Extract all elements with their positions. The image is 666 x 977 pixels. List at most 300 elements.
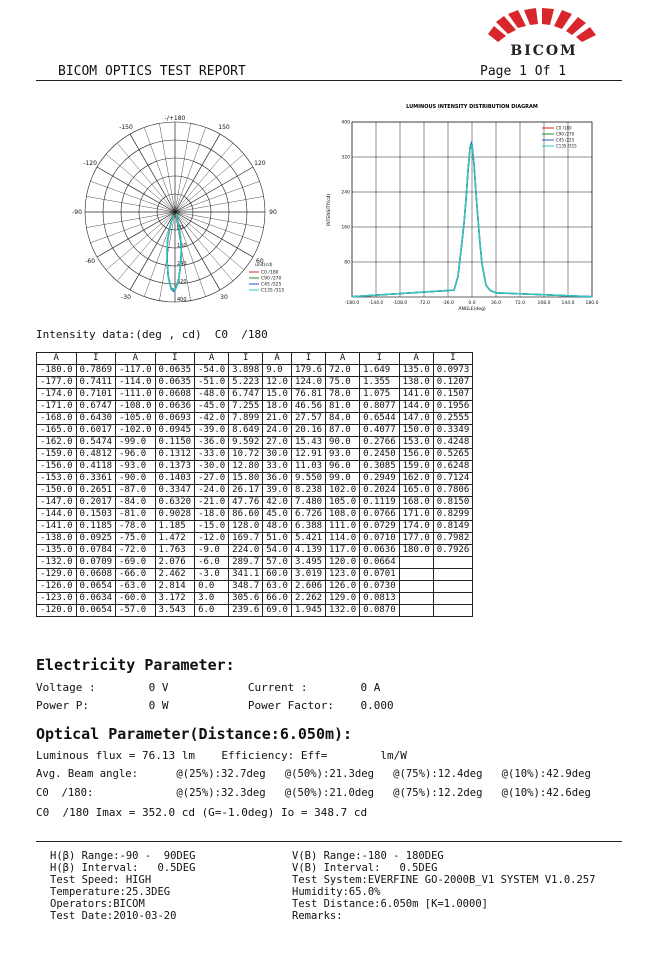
table-cell: 1.355 (360, 377, 400, 389)
table-cell: -42.0 (195, 413, 229, 425)
table-cell: 90.0 (326, 437, 360, 449)
table-cell: 0.7124 (433, 473, 473, 485)
intensity-col-header: A (263, 353, 292, 365)
table-cell: 76.81 (291, 389, 325, 401)
table-cell: -129.0 (37, 569, 77, 581)
chart-legend-label: C45 /225 (556, 137, 575, 143)
table-cell: 0.1373 (155, 461, 195, 473)
table-cell: 0.0 (195, 581, 229, 593)
table-cell: 147.0 (399, 413, 433, 425)
table-cell: 2.462 (155, 569, 195, 581)
table-cell: 54.0 (263, 545, 292, 557)
optical-title: Optical Parameter(Distance:6.050m): (36, 725, 353, 743)
table-cell: 99.0 (326, 473, 360, 485)
table-cell: 0.8149 (433, 521, 473, 533)
intensity-col-header: I (291, 353, 325, 365)
intensity-col-header: A (195, 353, 229, 365)
table-cell: 0.1403 (155, 473, 195, 485)
table-cell: 0.1312 (155, 449, 195, 461)
table-cell (433, 581, 473, 593)
table-cell: 0.7806 (433, 485, 473, 497)
table-cell: 27.57 (291, 413, 325, 425)
table-cell: 0.6544 (360, 413, 400, 425)
table-cell: -168.0 (37, 413, 77, 425)
footer-operators: Operators:BICOM (50, 898, 145, 910)
table-row (37, 593, 473, 605)
polar-legend-title: unit(cd) (255, 263, 273, 268)
table-cell: -6.0 (195, 557, 229, 569)
table-cell: 0.2024 (360, 485, 400, 497)
table-cell: 0.0654 (76, 605, 116, 617)
table-cell: 0.1503 (76, 509, 116, 521)
table-cell (433, 557, 473, 569)
table-row (37, 485, 473, 497)
table-cell: 0.0635 (155, 365, 195, 377)
table-cell: 21.0 (263, 413, 292, 425)
table-cell: 7.480 (291, 497, 325, 509)
optical-imax: C0 /180 Imax = 352.0 cd (G=-1.0deg) Io = 348.7 cd (36, 806, 368, 819)
optical-avg-beam-angle: Avg. Beam angle: @(25%):32.7deg @(50%):21.3deg @(75%):12.4deg @(10%):42.9deg (36, 768, 591, 780)
table-cell: -21.0 (195, 497, 229, 509)
table-cell: -18.0 (195, 509, 229, 521)
table-cell: 87.0 (326, 425, 360, 437)
table-cell: 1.075 (360, 389, 400, 401)
table-cell: 2.262 (291, 593, 325, 605)
table-cell: -48.0 (195, 389, 229, 401)
table-cell: 0.2450 (360, 449, 400, 461)
table-cell: 2.606 (291, 581, 325, 593)
table-cell: 0.6320 (155, 497, 195, 509)
table-cell: -123.0 (37, 593, 77, 605)
table-cell: 0.0945 (155, 425, 195, 437)
table-cell: 6.0 (195, 605, 229, 617)
table-cell: 0.6017 (76, 425, 116, 437)
table-cell: 42.0 (263, 497, 292, 509)
table-row (37, 569, 473, 581)
table-cell: 105.0 (326, 497, 360, 509)
table-cell: 341.1 (229, 569, 263, 581)
table-cell: 0.0766 (360, 509, 400, 521)
table-cell: -39.0 (195, 425, 229, 437)
polar-legend (249, 262, 284, 294)
intensity-col-header: I (360, 353, 400, 365)
table-cell: 0.1119 (360, 497, 400, 509)
table-cell: 3.543 (155, 605, 195, 617)
polar-legend-c135: C135 /315 (261, 288, 285, 294)
table-cell: -12.0 (195, 533, 229, 545)
table-cell: -72.0 (116, 545, 156, 557)
table-cell: -153.0 (37, 473, 77, 485)
table-cell: 102.0 (326, 485, 360, 497)
intensity-table-header (37, 353, 473, 365)
table-cell: 123.0 (326, 569, 360, 581)
chart-legend-label: C90 /270 (556, 131, 575, 137)
table-cell: 46.56 (291, 401, 325, 413)
table-cell: -111.0 (116, 389, 156, 401)
table-cell: 39.0 (263, 485, 292, 497)
table-cell: 1.763 (155, 545, 195, 557)
table-cell: 0.0654 (76, 581, 116, 593)
table-cell: 0.8299 (433, 509, 473, 521)
polar-angle-label: -90 (72, 209, 82, 216)
chart-xtick-label: -108.0 (392, 301, 408, 306)
table-cell: 1.945 (291, 605, 325, 617)
table-cell: -135.0 (37, 545, 77, 557)
polar-angle-label: 60 (256, 258, 264, 265)
polar-angle-label: -150 (119, 124, 133, 132)
table-cell: 45.0 (263, 509, 292, 521)
polar-angle-label: -30 (121, 293, 131, 301)
table-cell: 117.0 (326, 545, 360, 557)
table-cell: 27.0 (263, 437, 292, 449)
table-cell: 0.7926 (433, 545, 473, 557)
table-cell (399, 605, 433, 617)
table-cell: 2.076 (155, 557, 195, 569)
table-cell: 12.80 (229, 461, 263, 473)
table-cell: 15.43 (291, 437, 325, 449)
footer-test-date: Test Date:2010-03-20 (50, 910, 177, 922)
table-cell: 0.0636 (155, 401, 195, 413)
table-cell: -117.0 (116, 365, 156, 377)
table-cell: 174.0 (399, 521, 433, 533)
header-divider (36, 80, 622, 81)
table-cell: -51.0 (195, 377, 229, 389)
table-cell: -150.0 (37, 485, 77, 497)
table-cell: 2.814 (155, 581, 195, 593)
table-cell: 4.139 (291, 545, 325, 557)
table-cell: -81.0 (116, 509, 156, 521)
table-cell: 305.6 (229, 593, 263, 605)
chart-xtick-label: 72.0 (514, 301, 526, 306)
table-cell: -3.0 (195, 569, 229, 581)
table-cell: 0.2555 (433, 413, 473, 425)
footer-h-interval: H(β) Interval: 0.5DEG (50, 862, 196, 874)
chart-ytick-label: 80 (344, 260, 350, 266)
table-cell: 0.0730 (360, 581, 400, 593)
table-row (37, 605, 473, 617)
table-row (37, 533, 473, 545)
table-cell: 144.0 (399, 401, 433, 413)
table-cell: 9.0 (263, 365, 292, 377)
table-cell: 124.0 (291, 377, 325, 389)
table-cell: 141.0 (399, 389, 433, 401)
footer-humidity: Humidity:65.0% (292, 886, 381, 898)
table-cell: -180.0 (37, 365, 77, 377)
table-cell: -171.0 (37, 401, 77, 413)
table-cell: 9.550 (291, 473, 325, 485)
table-cell: 57.0 (263, 557, 292, 569)
table-cell: 15.0 (263, 389, 292, 401)
table-cell: -177.0 (37, 377, 77, 389)
table-cell: -90.0 (116, 473, 156, 485)
table-row (37, 425, 473, 437)
table-cell: -132.0 (37, 557, 77, 569)
footer-divider (36, 841, 622, 842)
table-cell (399, 557, 433, 569)
chart-ytick-label: 400 (341, 120, 350, 126)
table-row (37, 461, 473, 473)
table-cell: 132.0 (326, 605, 360, 617)
table-cell: 165.0 (399, 485, 433, 497)
table-cell: 0.0635 (155, 377, 195, 389)
footer-v-interval: V(B) Interval: 0.5DEG (292, 862, 438, 874)
polar-radius-label: 240 (177, 261, 187, 267)
intensity-col-header: I (229, 353, 263, 365)
table-cell: 0.3347 (155, 485, 195, 497)
table-cell: -33.0 (195, 449, 229, 461)
table-cell: 3.172 (155, 593, 195, 605)
chart-legend (542, 126, 577, 149)
table-cell: 180.0 (399, 545, 433, 557)
table-cell: 135.0 (399, 365, 433, 377)
chart-xtick-label: 0.0 (468, 301, 476, 306)
table-cell: 0.0813 (360, 593, 400, 605)
chart-ytick-label: 160 (341, 225, 350, 231)
table-cell: -84.0 (116, 497, 156, 509)
table-cell: 0.5265 (433, 449, 473, 461)
intensity-col-header: A (399, 353, 433, 365)
polar-radius-label: 400 (177, 297, 187, 303)
chart-xtick-label: -72.0 (418, 301, 430, 306)
intensity-col-header: A (37, 353, 77, 365)
polar-angle-label: 120 (254, 160, 266, 167)
table-cell: 162.0 (399, 473, 433, 485)
intensity-col-header: I (433, 353, 473, 365)
table-cell: 0.3349 (433, 425, 473, 437)
table-cell: 0.6248 (433, 461, 473, 473)
table-row (37, 497, 473, 509)
table-cell: -120.0 (37, 605, 77, 617)
table-cell: 0.1185 (76, 521, 116, 533)
table-cell: -54.0 (195, 365, 229, 377)
table-cell: 3.495 (291, 557, 325, 569)
table-cell: -108.0 (116, 401, 156, 413)
table-cell: 0.7101 (76, 389, 116, 401)
polar-legend-c0: C0 /180 (261, 270, 279, 276)
table-cell: 0.7869 (76, 365, 116, 377)
table-cell: 0.1956 (433, 401, 473, 413)
table-cell: 0.4812 (76, 449, 116, 461)
table-cell: -93.0 (116, 461, 156, 473)
table-cell: 0.6430 (76, 413, 116, 425)
table-cell: 111.0 (326, 521, 360, 533)
table-cell: 84.0 (326, 413, 360, 425)
table-cell (433, 605, 473, 617)
table-cell: -138.0 (37, 533, 77, 545)
table-row (37, 521, 473, 533)
table-cell: 75.0 (326, 377, 360, 389)
intensity-data-title: Intensity data:(deg , cd) C0 /180 (36, 328, 268, 341)
table-cell: 348.7 (229, 581, 263, 593)
table-cell: 0.0925 (76, 533, 116, 545)
table-cell: 33.0 (263, 461, 292, 473)
polar-grid (85, 122, 265, 302)
intensity-table (36, 352, 473, 617)
table-cell (399, 581, 433, 593)
table-cell: 8.649 (229, 425, 263, 437)
table-cell: 114.0 (326, 533, 360, 545)
table-cell: 138.0 (399, 377, 433, 389)
table-cell: 0.7411 (76, 377, 116, 389)
table-cell: -174.0 (37, 389, 77, 401)
table-cell: 0.2949 (360, 473, 400, 485)
table-cell: 11.03 (291, 461, 325, 473)
intensity-col-header: A (326, 353, 360, 365)
table-cell: -27.0 (195, 473, 229, 485)
table-cell: 10.72 (229, 449, 263, 461)
table-cell: -156.0 (37, 461, 77, 473)
table-cell (399, 569, 433, 581)
table-cell: 129.0 (326, 593, 360, 605)
table-cell (433, 569, 473, 581)
table-cell: 0.2766 (360, 437, 400, 449)
table-cell: 0.0710 (360, 533, 400, 545)
table-cell: 289.7 (229, 557, 263, 569)
table-row (37, 365, 473, 377)
optical-c0-beam-angle: C0 /180: @(25%):32.3deg @(50%):21.0deg @(75%):12.2deg @(10%):42.6deg (36, 787, 591, 799)
table-cell: 96.0 (326, 461, 360, 473)
chart-xtick-label: -36.0 (442, 301, 454, 306)
table-cell: 15.80 (229, 473, 263, 485)
table-cell: 0.1207 (433, 377, 473, 389)
table-cell: -144.0 (37, 509, 77, 521)
polar-angle-label: 30 (220, 293, 228, 301)
table-cell: 18.0 (263, 401, 292, 413)
table-cell: -78.0 (116, 521, 156, 533)
table-cell: 66.0 (263, 593, 292, 605)
table-cell: 93.0 (326, 449, 360, 461)
table-cell: 0.0973 (433, 365, 473, 377)
table-cell: 128.0 (229, 521, 263, 533)
table-cell: 0.0701 (360, 569, 400, 581)
chart-xtick-label: -180.0 (344, 301, 360, 306)
polar-angle-label: 150 (218, 124, 230, 132)
table-cell: 179.6 (291, 365, 325, 377)
table-cell: 47.76 (229, 497, 263, 509)
footer-test-system: Test System:EVERFINE GO-2000B_V1 SYSTEM V1.0.257 (292, 874, 596, 886)
table-cell: -102.0 (116, 425, 156, 437)
table-cell: -45.0 (195, 401, 229, 413)
table-cell: 0.0608 (76, 569, 116, 581)
table-cell: 26.17 (229, 485, 263, 497)
table-cell: 63.0 (263, 581, 292, 593)
chart-ylabel: INTENSITY(cd) (327, 193, 332, 227)
table-cell: 24.0 (263, 425, 292, 437)
table-cell: 0.4118 (76, 461, 116, 473)
table-cell: 1.472 (155, 533, 195, 545)
polar-radius-label: 320 (177, 279, 187, 285)
table-cell: 12.91 (291, 449, 325, 461)
table-row (37, 437, 473, 449)
electricity-title: Electricity Parameter: (36, 656, 235, 674)
table-cell: 0.0729 (360, 521, 400, 533)
table-cell: 0.0693 (155, 413, 195, 425)
polar-angle-label: 90 (269, 209, 277, 216)
table-cell: 0.2651 (76, 485, 116, 497)
electricity-line-voltage: Voltage : 0 V Current : 0 A (36, 681, 381, 694)
table-cell: -159.0 (37, 449, 77, 461)
table-cell: 51.0 (263, 533, 292, 545)
table-cell: 1.185 (155, 521, 195, 533)
table-cell: -9.0 (195, 545, 229, 557)
table-cell: 0.1507 (433, 389, 473, 401)
table-cell: 9.592 (229, 437, 263, 449)
table-cell: 1.649 (360, 365, 400, 377)
table-cell: 3.0 (195, 593, 229, 605)
polar-diagram (55, 100, 295, 325)
logo-text: BICOM (510, 43, 578, 59)
table-cell: -141.0 (37, 521, 77, 533)
table-cell: 0.4248 (433, 437, 473, 449)
table-cell: 30.0 (263, 449, 292, 461)
table-cell: 108.0 (326, 509, 360, 521)
table-row (37, 509, 473, 521)
table-cell: -30.0 (195, 461, 229, 473)
table-cell: 6.726 (291, 509, 325, 521)
table-cell: -24.0 (195, 485, 229, 497)
table-cell: 0.0870 (360, 605, 400, 617)
table-cell: 7.899 (229, 413, 263, 425)
table-cell: -69.0 (116, 557, 156, 569)
table-cell: 86.60 (229, 509, 263, 521)
table-cell: 0.2017 (76, 497, 116, 509)
footer-temperature: Temperature:25.3DEG (50, 886, 171, 898)
intensity-distribution-chart (320, 100, 610, 315)
table-cell: 169.7 (229, 533, 263, 545)
table-cell: 3.898 (229, 365, 263, 377)
table-cell: -114.0 (116, 377, 156, 389)
table-cell: 6.388 (291, 521, 325, 533)
table-cell: 0.0664 (360, 557, 400, 569)
table-cell: 0.4077 (360, 425, 400, 437)
chart-xtick-label: 180.0 (585, 301, 599, 306)
table-cell: 0.1150 (155, 437, 195, 449)
table-cell: 0.0709 (76, 557, 116, 569)
table-row (37, 473, 473, 485)
table-cell: 0.6747 (76, 401, 116, 413)
chart-legend-label: C135 /315 (556, 143, 577, 149)
table-cell: -60.0 (116, 593, 156, 605)
footer-test-distance: Test Distance:6.050m [K=1.0000] (292, 898, 488, 910)
page-indicator: Page 1 Of 1 (480, 64, 567, 79)
table-cell: -87.0 (116, 485, 156, 497)
table-cell: -15.0 (195, 521, 229, 533)
table-cell: -75.0 (116, 533, 156, 545)
table-cell: -57.0 (116, 605, 156, 617)
table-row (37, 545, 473, 557)
table-cell: 6.747 (229, 389, 263, 401)
table-cell: 69.0 (263, 605, 292, 617)
table-cell: 0.9028 (155, 509, 195, 521)
footer-remarks: Remarks: (292, 910, 343, 922)
table-cell: -96.0 (116, 449, 156, 461)
table-cell: -99.0 (116, 437, 156, 449)
table-cell: 120.0 (326, 557, 360, 569)
table-cell: -162.0 (37, 437, 77, 449)
table-cell: 81.0 (326, 401, 360, 413)
table-cell: 0.3361 (76, 473, 116, 485)
footer-right (292, 850, 595, 922)
table-cell: 0.0784 (76, 545, 116, 557)
chart-ytick-label: 320 (341, 155, 350, 161)
table-cell: 36.0 (263, 473, 292, 485)
table-cell: 156.0 (399, 449, 433, 461)
chart-xtick-label: 108.0 (537, 301, 551, 306)
table-cell: -36.0 (195, 437, 229, 449)
polar-legend-c45: C45 /225 (261, 282, 282, 288)
table-cell: 0.3085 (360, 461, 400, 473)
table-row (37, 557, 473, 569)
